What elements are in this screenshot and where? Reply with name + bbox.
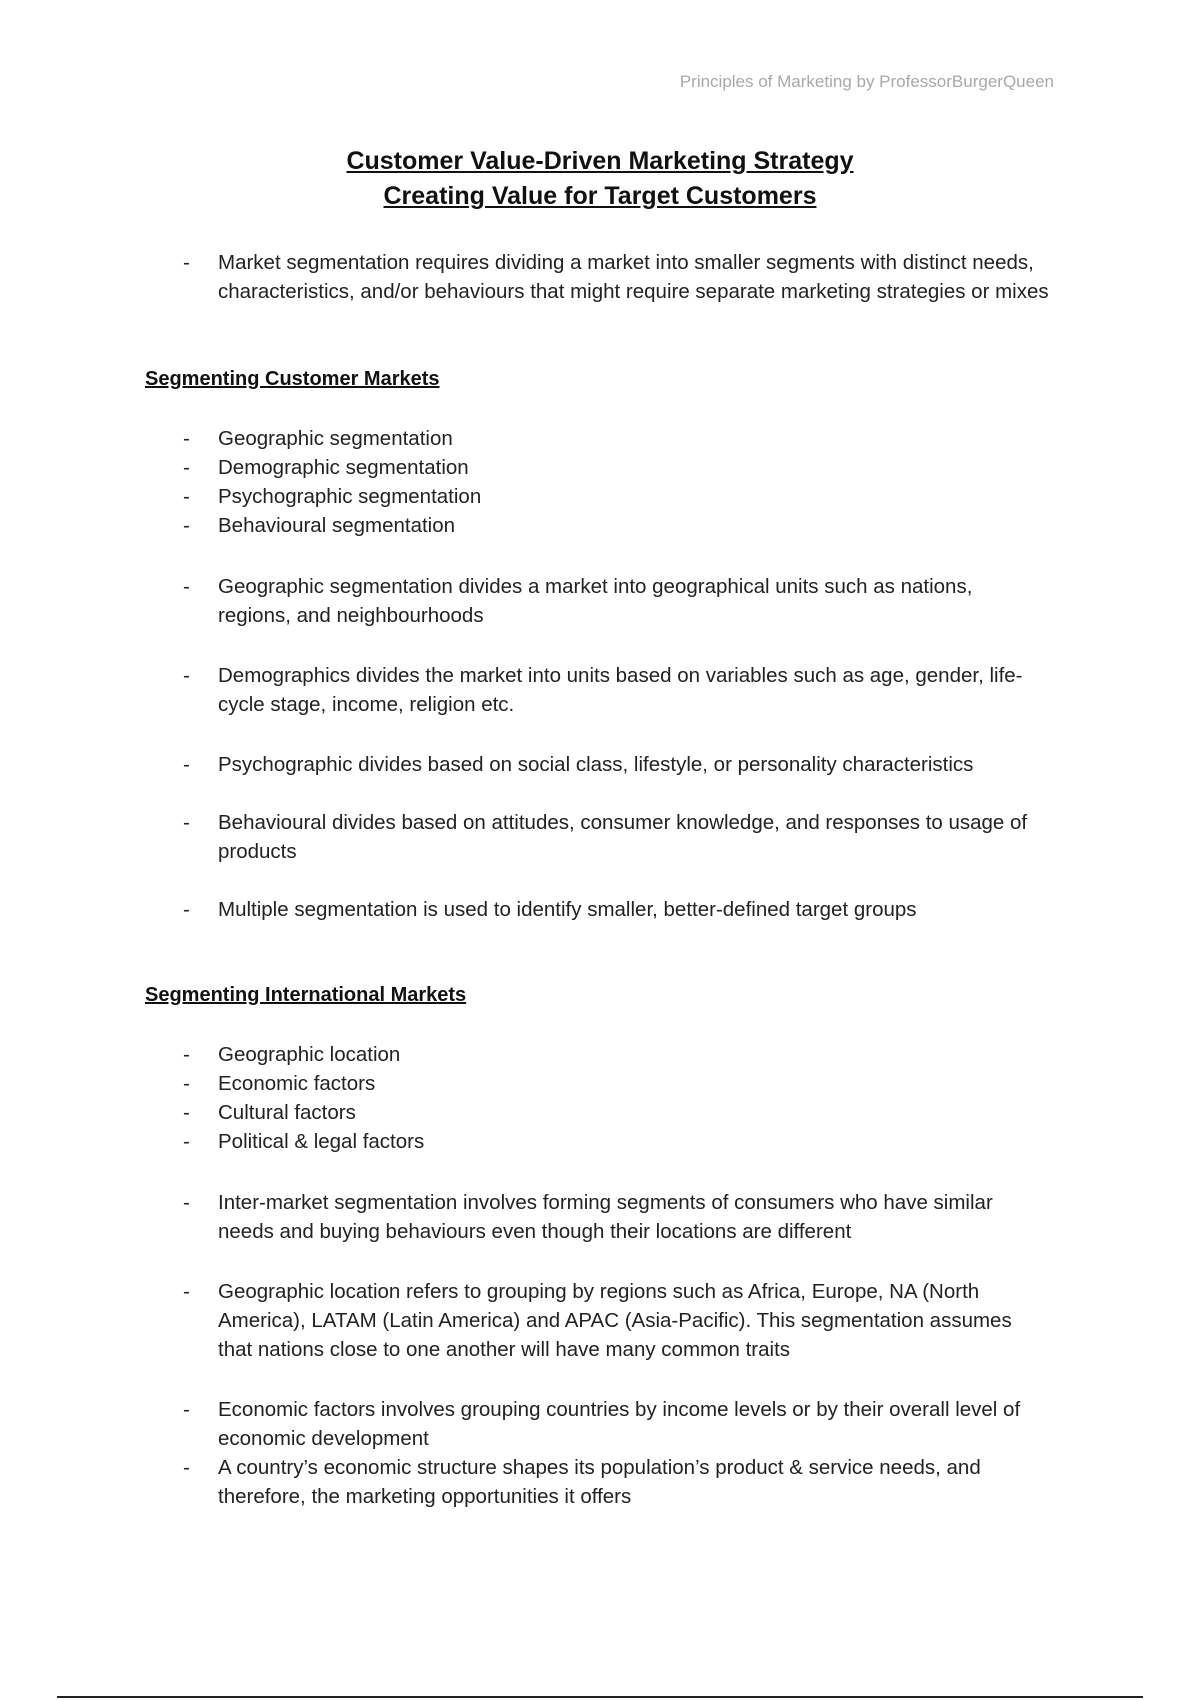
bullet-dash: - — [183, 1101, 190, 1124]
list-item-text: Geographic segmentation — [218, 427, 453, 450]
list-item — [0, 424, 1200, 453]
list-item-text: Behavioural segmentation — [218, 514, 456, 537]
list-item — [0, 453, 1200, 482]
list-item — [0, 661, 1200, 719]
list-item — [0, 1069, 1200, 1098]
bullet-dash: - — [183, 251, 190, 274]
bullet-dash: - — [183, 1280, 190, 1303]
bullet-dash: - — [183, 427, 190, 450]
list-item — [0, 482, 1200, 511]
customer-detail-3 — [0, 750, 1200, 779]
international-economic-list — [0, 1395, 1200, 1511]
list-item-text: Demographics divides the market into units based on variables such as age, gender, life-cycle stage, income, religion etc. — [218, 664, 1023, 716]
list-item — [0, 1395, 1200, 1453]
list-item — [0, 1453, 1200, 1511]
bullet-dash: - — [183, 1456, 190, 1479]
list-item — [0, 248, 1200, 306]
list-item — [0, 895, 1200, 924]
list-item — [0, 572, 1200, 630]
list-item — [0, 1277, 1200, 1364]
list-item — [0, 1127, 1200, 1156]
title-line-sub: Creating Value for Target Customers — [383, 182, 817, 210]
title-line-main: Customer Value-Driven Marketing Strategy — [346, 147, 854, 175]
section-heading-international-markets: Segmenting International Markets — [145, 984, 467, 1006]
list-item-text: A country’s economic structure shapes its population’s product & service needs, and therefore, the marketing opportunities it offers — [218, 1456, 981, 1508]
list-item — [0, 808, 1200, 866]
bullet-dash: - — [183, 1398, 190, 1421]
list-item — [0, 511, 1200, 540]
list-item-text: Geographic location — [218, 1043, 401, 1066]
list-item — [0, 1098, 1200, 1127]
intro-list — [0, 248, 1200, 306]
bullet-dash: - — [183, 811, 190, 834]
bullet-dash: - — [183, 575, 190, 598]
page-title — [0, 144, 1200, 214]
bullet-dash: - — [183, 753, 190, 776]
customer-detail-4 — [0, 808, 1200, 866]
list-item-text: Demographic segmentation — [218, 456, 469, 479]
bullet-dash: - — [183, 1191, 190, 1214]
customer-detail-1 — [0, 572, 1200, 630]
list-item-text: Market segmentation requires dividing a market into smaller segments with distinct needs, characteristics, and/or behaviours that might require separate marketing strategies or mixes — [218, 251, 1049, 303]
bullet-dash: - — [183, 1043, 190, 1066]
list-item-text: Cultural factors — [218, 1101, 356, 1124]
list-item-text: Economic factors — [218, 1072, 376, 1095]
list-item — [0, 1040, 1200, 1069]
list-item — [0, 1188, 1200, 1246]
header-note: Principles of Marketing by ProfessorBurgerQueen — [679, 72, 1054, 91]
list-item-text: Economic factors involves grouping countries by income levels or by their overall level of economic development — [218, 1398, 1021, 1450]
list-item-text: Political & legal factors — [218, 1130, 425, 1153]
bullet-dash: - — [183, 485, 190, 508]
list-item-text: Multiple segmentation is used to identify smaller, better-defined target groups — [218, 898, 917, 921]
list-item-text: Psychographic segmentation — [218, 485, 482, 508]
list-item-text: Geographic location refers to grouping by regions such as Africa, Europe, NA (North America), LATAM (Latin America) and APAC (Asia-Pacific). This segmentation assumes that nations close to one another will have many common traits — [218, 1280, 1012, 1361]
customer-types-list — [0, 424, 1200, 540]
list-item-text: Behavioural divides based on attitudes, consumer knowledge, and responses to usage of products — [218, 811, 1028, 863]
international-detail-1 — [0, 1188, 1200, 1246]
international-factors-list — [0, 1040, 1200, 1156]
list-item-text: Geographic segmentation divides a market into geographical units such as nations, regions, and neighbourhoods — [218, 575, 973, 627]
bullet-dash: - — [183, 514, 190, 537]
footer-rule — [57, 1696, 1143, 1698]
customer-detail-2 — [0, 661, 1200, 719]
international-detail-2 — [0, 1277, 1200, 1364]
bullet-dash: - — [183, 898, 190, 921]
customer-detail-5 — [0, 895, 1200, 924]
list-item-text: Inter-market segmentation involves forming segments of consumers who have similar needs and buying behaviours even though their locations are different — [218, 1191, 993, 1243]
bullet-dash: - — [183, 1130, 190, 1153]
section-heading-customer-markets: Segmenting Customer Markets — [145, 368, 440, 390]
bullet-dash: - — [183, 1072, 190, 1095]
bullet-dash: - — [183, 456, 190, 479]
list-item-text: Psychographic divides based on social class, lifestyle, or personality characteristics — [218, 753, 974, 776]
bullet-dash: - — [183, 664, 190, 687]
list-item — [0, 750, 1200, 779]
